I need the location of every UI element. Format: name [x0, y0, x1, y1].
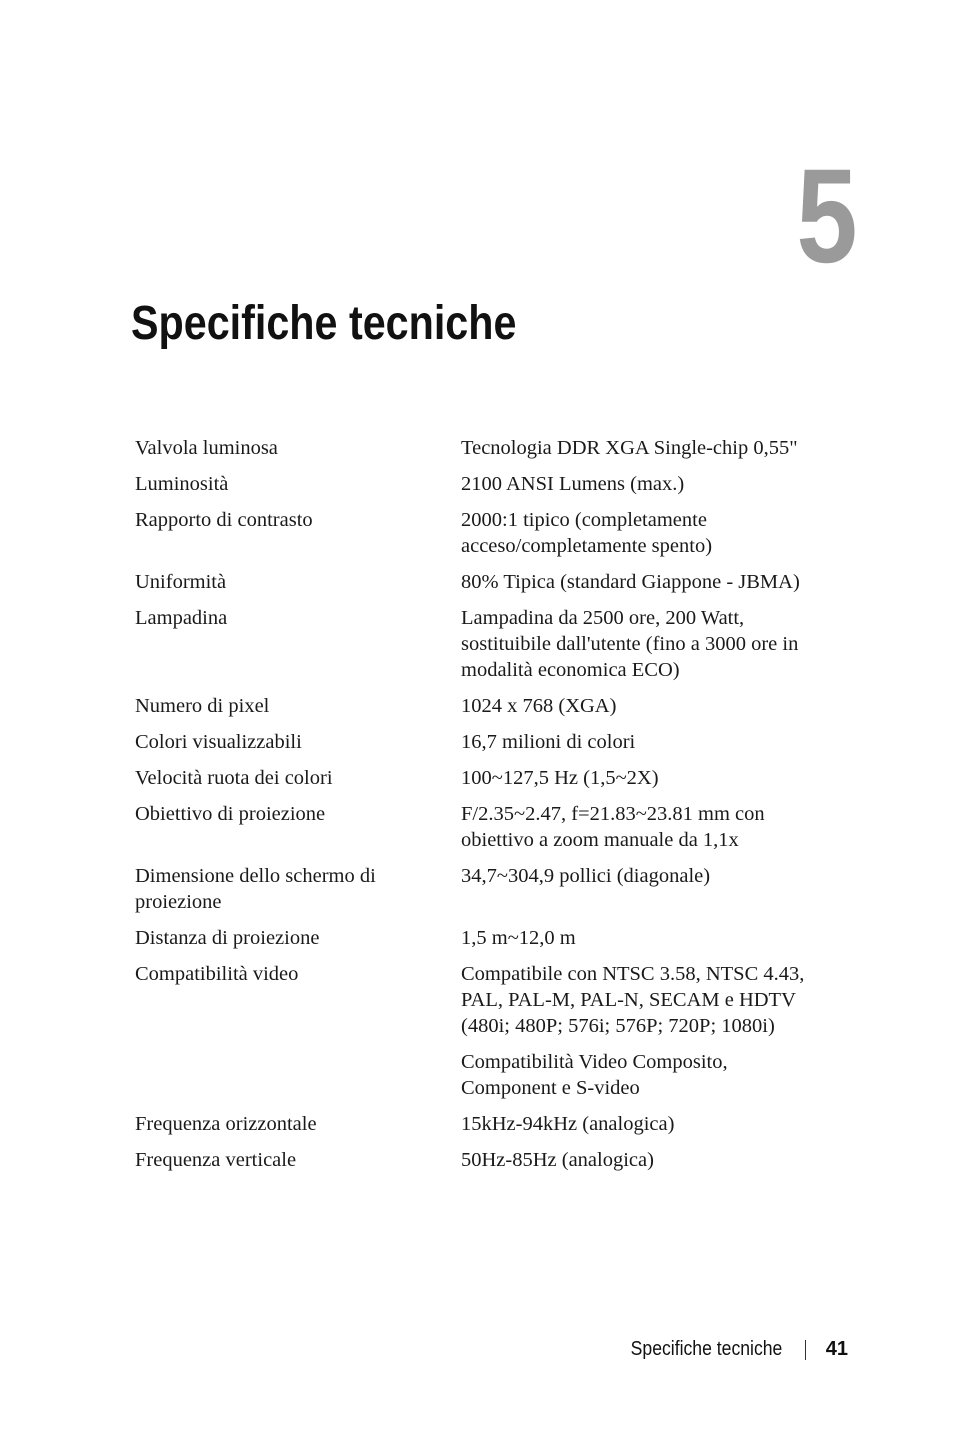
spec-label: Colori visualizzabili: [135, 731, 302, 753]
spec-row: [135, 471, 825, 497]
spec-value: 50Hz-85Hz (analogica): [461, 1149, 654, 1171]
spec-value: 100~127,5 Hz (1,5~2X): [461, 767, 659, 789]
spec-label: Valvola luminosa: [135, 437, 278, 459]
spec-value: F/2.35~2.47, f=21.83~23.81 mm con obiettivo a zoom manuale da 1,1x: [461, 803, 765, 851]
spec-row: [135, 1111, 825, 1137]
spec-value: 80% Tipica (standard Giappone - JBMA): [461, 571, 800, 593]
page-footer: [610, 1338, 848, 1361]
spec-row: [135, 863, 825, 915]
spec-value: 2000:1 tipico (completamente acceso/completamente spento): [461, 509, 713, 557]
chapter-number: 5: [796, 142, 858, 291]
spec-label: Dimensione dello schermo di proiezione: [135, 865, 376, 913]
spec-table: [135, 435, 825, 1183]
spec-row: [135, 961, 825, 1101]
footer-section-title: Specifiche tecniche: [631, 1338, 783, 1360]
spec-value: 1,5 m~12,0 m: [461, 927, 576, 949]
spec-value: Tecnologia DDR XGA Single-chip 0,55": [461, 437, 798, 459]
spec-row: [135, 569, 825, 595]
page-title: Specifiche tecniche: [131, 297, 517, 350]
spec-label: Rapporto di contrasto: [135, 509, 313, 531]
spec-row: [135, 435, 825, 461]
spec-row: [135, 765, 825, 791]
spec-label: Numero di pixel: [135, 695, 270, 717]
spec-label: Frequenza orizzontale: [135, 1113, 317, 1135]
spec-value: Lampadina da 2500 ore, 200 Watt, sostituibile dall'utente (fino a 3000 ore in modalità economica ECO): [461, 607, 799, 681]
spec-value: 15kHz-94kHz (analogica): [461, 1113, 675, 1135]
spec-label: Obiettivo di proiezione: [135, 803, 326, 825]
spec-row: [135, 507, 825, 559]
spec-label: Velocità ruota dei colori: [135, 767, 333, 789]
footer-divider: [805, 1340, 806, 1360]
spec-value: 2100 ANSI Lumens (max.): [461, 473, 685, 495]
spec-row: [135, 925, 825, 951]
spec-label: Luminosità: [135, 473, 229, 495]
spec-row: [135, 801, 825, 853]
spec-label: Frequenza verticale: [135, 1149, 297, 1171]
spec-row: [135, 693, 825, 719]
spec-value: 16,7 milioni di colori: [461, 731, 636, 753]
spec-value: Compatibile con NTSC 3.58, NTSC 4.43, PAL, PAL-M, PAL-N, SECAM e HDTV (480i; 480P; 576i; 576P; 720P; 1080i): [461, 963, 805, 1037]
spec-label: Distanza di proiezione: [135, 927, 320, 949]
spec-label: Lampadina: [135, 607, 228, 629]
spec-value: 34,7~304,9 pollici (diagonale): [461, 865, 711, 887]
spec-value: 1024 x 768 (XGA): [461, 695, 617, 717]
spec-row: [135, 729, 825, 755]
spec-label: Uniformità: [135, 571, 227, 593]
spec-row: [135, 605, 825, 683]
spec-label: Compatibilità video: [135, 963, 299, 985]
page-number: 41: [825, 1338, 848, 1360]
spec-value: Compatibilità Video Composito, Component e S-video: [461, 1051, 728, 1099]
spec-row: [135, 1147, 825, 1173]
